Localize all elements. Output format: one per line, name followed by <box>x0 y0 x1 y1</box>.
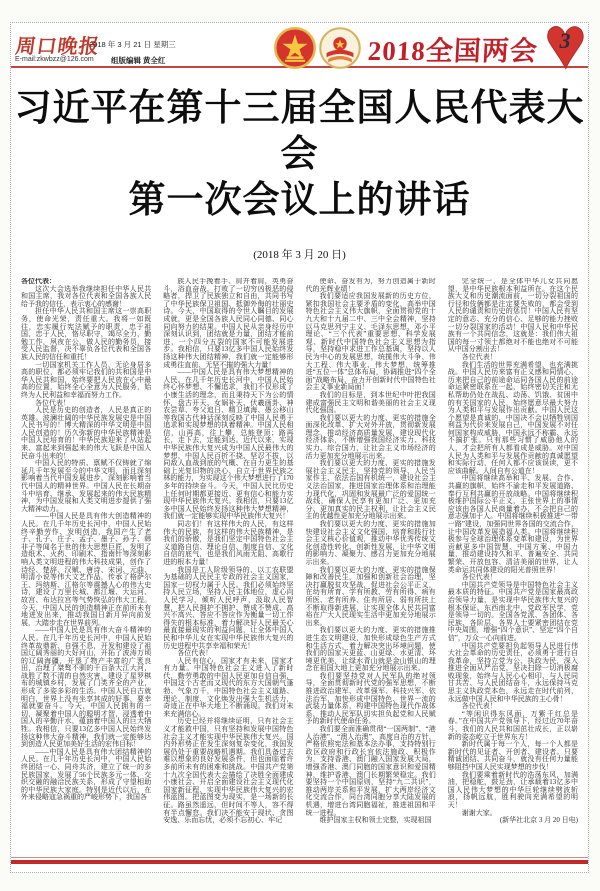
text-column-3 <box>306 278 436 884</box>
paragraph: 这次大会选举我继续担任中华人民共和国主席，我对各位代表和全国各族人民给予我的信任，表示衷心的感谢！ <box>21 284 152 308</box>
paragraph: 我们要适应我国发展新的历史方位，紧扣我国社会主要矛盾的变化，高举中国特色社会主义伟大旗帜，全面贯彻党的十九大和十九届二中、三中全会精神，坚持以马克思列宁主义、毛泽东思想、邓小平理论、“三个代表”重要思想、科学发展观、新时代中国特色社会主义思想为指导，坚持稳中求进工作总基调，坚持以人民为中心的发展思想，统揽伟大斗争、伟大工程、伟大事业、伟大梦想，统筹推进“五位一体”总体布局，协调推进“四个全面”战略布局，奋力开创新时代中国特色社会主义事业新局面！ <box>305 292 436 392</box>
text-column-2 <box>163 278 293 884</box>
paragraph: 历史已经并将继续证明，只有社会主义才能救中国，只有坚持和发展中国特色社会主义才能实现中华民族伟大复兴。国内外形势正在发生深刻复杂变化，我国发展仍处于重要战略机遇期。我们具备过去难以想象的良好发展条件，但也面临着许多前所未有的困难和挑战。中国共产党第十九次全国代表大会描绘了决胜全面建成小康社会、开启全面建设社会主义现代化国家新征程、实现中华民族伟大复兴的宏伟蓝图。把蓝图变为现实，是一场新的长征。路虽然遥远，但时间不等人，容不得有半点懈怠。我们决不能安于现状、贪图安逸、乐而忘忧，必须不忘初心、牢记 <box>163 717 294 825</box>
paragraph: 各位代表！ <box>35 398 70 407</box>
paragraph: 我们要以更大的力度、更实的措施推进生态文明建设，加快形成绿色生产方式和生活方式，着力解决突出环境问题，使我们的国家天更蓝、山更绿、水更清、环境更优美，让绿水青山就是金山银山的理念在祖国大地上更加充分地展示出来。 <box>305 626 436 673</box>
paragraph: 我国是工人阶级领导的、以工农联盟为基础的人民民主专政的社会主义国家，国家一切权力属于人民。我们必须始终坚持人民立场，坚持人民主体地位，虚心向人民学习，倾听人民呼声，汲取人民智慧，把人民拥护不拥护、赞成不赞成、高兴不高兴、答应不答应作为衡量一切工作得失的根本标准，着力解决好人民最关心最直接最现实的利益问题，让全体中国人民和中华儿女在实现中华民族伟大复兴的历史进程中共享幸福和荣光！ <box>163 565 294 650</box>
paragraph: 我们生活的世界充满希望，也充满挑战。中国人民历来富有正义感和同情心，历来把自己的前途命运同各国人民的前途命运紧密联系在一起，始终密切关注和无私帮助仍处在战乱、动荡、饥饿、贫困中的有关国家的人民，始终愿意尽最大努力为人类和平与发展作出贡献。中国人民这个愿望是真诚的，中国决不会以牺牲别国利益为代价来发展自己，中国发展不对任何国家构成威胁，中国永远不称霸、永远不搞扩张。只有那些习惯了威胁他人的人，才会把所有人都看成是威胁。对中国人民为人类和平与发展作贡献的真诚愿望和实际行动，任何人都不应该误读，更不应该曲解。人间自有公道在！ <box>447 360 578 475</box>
text-column-1 <box>21 278 151 884</box>
text-column-4 <box>448 278 578 884</box>
headline-block <box>11 86 588 224</box>
paragraph: 同志们！有这样伟大的人民，有这样伟大的民族，有这样的伟大民族精神，是我们的骄傲，是我们坚定中国特色社会主义道路自信、理论自信、制度自信、文化自信的底气，也是我们风雨无阻、高歌行进的根本力量！ <box>163 520 294 566</box>
paragraph: 人民是历史的创造者，人民是真正的英雄。波澜壮阔的中华民族发展史是中国人民书写的！博大精深的中华文明是中国人民创造的！历久弥新的中华民族精神是中国人民培育的！中华民族迎来了从站起来、富起来到强起来的伟大飞跃是中国人民奋斗出来的！ <box>21 406 152 460</box>
paragraph: “等闲识得东风面，万紫千红总是春。”在中国共产党领导下，经过近70年奋斗，我们的人民共和国茁壮成长，正以崭新的姿态屹立于世界东方！ <box>447 709 578 741</box>
two-sessions-banner: 2018全国两会 <box>367 35 539 66</box>
paragraph: 中国共产党领导是中国特色社会主义最本质的特征。中国共产党是国家最高政治领导力量，是实现中华民族伟大复兴的根本保证。东西南北中，党政军民学，党是领导一切的。全国各党派、各团体、各民族、各阶层、各界人士要紧密团结在党中央周围，增强“四个意识”、坚定“四个自信”，万众一心向前进。 <box>447 580 578 642</box>
paragraph: 我们要全面准确贯彻“一国两制”、“港人治港”、“澳人治澳”、高度自治的方针，严格依照宪法和基本法办事，支持特别行政区政府和行政长官依法施政、积极作为，支持香港、澳门融入国家发展大局，增强香港、澳门同胞的国家意识和爱国精神，维护香港、澳门长期繁荣稳定。我们要坚持一个中国原则，坚持“九二共识”，推动两岸关系和平发展，扩大两岸经济文化交流合作，同台湾同胞分享大陆发展的机遇，增进台湾同胞福祉，推进祖国和平统一进程。 <box>305 725 436 817</box>
paragraph: ——中国人民是具有伟大梦想精神的人民。在几千年历史长河中，中国人民始终心怀梦想、不懈追求，我们不仅形成了小康生活的理念，而且秉持天下为公的情怀，盘古开天、女娲补天、伏羲画卦、神农尝草、夸父追日、精卫填海、愚公移山等我国古代神话深刻反映了中国人民勇于追求和实现梦想的执着精神。中国人民相信，山再高，往上攀，总能登顶；路再长，走下去，定能到达。近代以来，实现中华民族伟大复兴成为中国人民最伟大的梦想，中国人民百折不挠、坚忍不拔，以同敌人血战到底的气概、在自力更生的基础上光复旧物的决心、自立于世界民族之林的能力，为实现这个伟大梦想进行了170多年的持续奋斗。今天，中国人民比历史上任何时期都更接近、更有信心和能力实现中华民族伟大复兴。我相信，只要13亿多中国人民始终发扬这种伟大梦想精神，我们就一定能够实现中华民族伟大复兴！ <box>163 368 294 521</box>
npc-emblem-icon <box>274 27 316 69</box>
speech-dateline: (2018 年 3 月 20 日) <box>253 249 346 261</box>
paragraph: 谢谢大家。 <box>461 808 497 817</box>
paragraph: 中国人民的特质、禀赋不仅铸就了绵延几千年发展至今的中华文明，而且深刻影响着当代中国发展进步，深刻影响着当代中国人的精神世界。中国人民在长期奋斗中培育、继承、发展起来的伟大民族精神，为中国发展和人类文明进步提供了强大精神动力。 <box>21 459 152 513</box>
paragraph: 使命、奋发有为，努力创造属于新时代的光辉业绩！ <box>305 278 436 293</box>
paragraph: ——中国人民是具有伟大团结精神的人民。在几千年历史长河中，中国人民始终团结一心、同舟共济，建立了统一的多民族国家，发展了56个民族多元一体、交织交融的融洽民族关系，形成了守望相助的中华民族大家庭。特别是近代以后，在外来侵略寇急祸重的严峻形势下，我国各 <box>21 747 152 802</box>
paragraph: 各位代表！ <box>461 573 497 582</box>
paragraph: 我们要坚持党对人民军队的绝对领导，全面贯彻新时代党的强军思想，不断推进政治建军、改革强军、科技兴军、依法治军，加快形成中国特色、世界一流的武装力量体系，构建中国特色现代作战体系，推动人民军队切实担负起党和人民赋予的新时代使命任务。 <box>305 671 436 726</box>
paper-logo: 周口晚报 <box>14 36 102 58</box>
paragraph: 我们要以更大的力度、更实的措施全面深化改革、扩大对外开放，贯彻新发展理念，推动经济高质量发展，建设现代化经济体系，不断增强我国经济实力、科技实力、综合国力，让社会主义市场经济的活力更加充分地展示出来。 <box>305 413 436 460</box>
paragraph: 一切国家机关工作人员，无论身居多高的职位，都必须牢记我们的共和国是中华人民共和国，始终要把人民放在心中最高的位置，始终全心全意为人民服务，始终为人民利益和幸福而努力工作。 <box>21 360 152 399</box>
page-frame <box>10 22 589 873</box>
paragraph: 完全统一，是全体中华儿女共同愿望，是中华民族根本利益所在。在这个民族大义和历史潮流面前，一切分裂祖国的行径和伎俩都是注定要失败的，都会受到人民的谴责和历史的惩罚！中国人民有坚定的意志、充分的信心、足够的能力挫败一切分裂国家的活动！中国人民和中华民族有一个共同信念，这就是：我们伟大祖国的每一寸领土都绝对不能也绝对不可能从中国分割出去！ <box>447 278 578 354</box>
paragraph: (新华社北京 3 月 20 日电) <box>499 816 578 825</box>
headline-line-2: 第一次会议上的讲话 <box>128 180 471 221</box>
paragraph: 人民有信心，国家才有未来，国家才有力量。中国特色社会主义进入了新时代，勤劳勇敢的中国人民更加自信自强，中国这个古老而又现代的东方大国朝气蓬勃、气象万千，中国特色社会主义道路、理论、制度、文化焕发出强大生机活力，奇迹正在中华大地上不断涌现。我们对未来充满信心。 <box>163 656 294 718</box>
masthead-right <box>274 24 586 72</box>
contact-email: E-mail:zkwbzz@126.com <box>15 56 94 63</box>
paragraph: 中国将继续高举和平、发展、合作、共赢的旗帜，始终不渝走和平发展道路、奉行互利共赢的开放战略。中国将继续积极维护国际公平正义，主张世界上的事情应该由各国人民商量着办，不会把自己的意志强加于人。中国将继续积极推进“一带一路”建设，加强同世界各国的交流合作，让中国改革发展造福人类。中国将继续积极参与全球治理体系变革和建设，为世界贡献更多中国智慧、中国方案、中国力量，推动建设持久和平、普遍安全、共同繁荣、开放包容、清洁美丽的世界，让人类命运共同体建设的阳光普照世界！ <box>447 474 578 574</box>
paragraph: ——中国人民是具有伟大创造精神的人民。在几千年历史长河中，中国人民始终辛勤劳作、发明创造，我国产生了老子、孔子、庄子、孟子、墨子、孙子、韩非子等闻名于世的伟大思想巨匠，发明了造纸术、火药、印刷术、指南针等深刻影响人类文明进程的伟大科技成果，创作了诗经、楚辞、汉赋、唐诗、宋词、元曲、明清小说等伟大文艺作品，传承了格萨尔王、玛纳斯、江格尔等震撼人心的伟大史诗，建设了万里长城、都江堰、大运河、故宫、布达拉宫等气势恢弘的伟大工程。今天，中国人民的创造精神正在前所未有地迸发出来，推动我国日新月异向前发展，大踏步走在世界前列。 <box>21 512 152 627</box>
paragraph: 各位代表！ <box>461 352 497 361</box>
bottom-rule-thick <box>11 860 588 864</box>
paragraph: 我们的目标是，到本世纪中叶把我国建成富强民主文明和谐美丽的社会主义现代化强国。 <box>305 390 436 415</box>
paragraph: 新时代属于每一个人，每一个人都是新时代的见证者、开创者、建设者。只要精诚团结、共同奋斗，就没有任何力量能够阻挡中国人民实现梦想的步伐！ <box>447 740 578 771</box>
masthead <box>11 23 588 68</box>
bottom-rule <box>11 857 588 864</box>
article-body <box>11 272 588 884</box>
paragraph: 我们要乘着新时代的浩荡东风，加满油，把稳舵，鼓足劲，让承载着13亿多中国人民伟大梦想的中华巨轮继续劈波斩浪，扬帆远航，胜利驶向充满希望的明天！ <box>447 770 578 809</box>
paragraph: 我们要以更大的力度、更实的措施发展社会主义民主，坚持党的领导、人民当家作主、依法治国有机统一，建设社会主义法治国家，推进国家治理体系和治理能力现代化，巩固和发展最广泛的爱国统一战线，确保人民享有更加广泛、更加充分、更加真实的民主权利，让社会主义民主的优越性更加充分地展示出来。 <box>305 459 436 521</box>
paragraph: 中国共产党要担负起领导人民进行伟大社会革命的历史责任，必须勇于进行自我革命，坚持立党为公、执政为民，深入推进全面从严治党，坚决扫除一切消极腐败现象，始终与人民心心相印、与人民同甘共苦、与人民团结奋斗，永远保持马克思主义执政党本色，永远走在时代前列，永远做中国人民和中华民族的主心骨！ <box>447 641 578 703</box>
paragraph: 各位代表！ <box>461 702 497 711</box>
paragraph: 我们要以更大的力度、更实的措施保障和改善民生，加强和创新社会治理，坚决打赢脱贫攻坚战，促进社会公平正义，在幼有所育、学有所教、劳有所得、病有所医、老有所养、住有所居、弱有所扶上不断取得新进展，让实现全体人民共同富裕在广大人民现实生活中更加充分地展示出来。 <box>305 565 436 627</box>
paragraph: 维护国家主权和领土完整，实现祖国 <box>319 816 432 825</box>
headline-line-1: 习近平在第十三届全国人民代表大会 <box>14 88 585 175</box>
bottom-rule-thin <box>11 857 588 858</box>
page-number-badge <box>544 22 586 72</box>
paragraph: 各位代表！ <box>177 649 213 658</box>
paragraph: 各位代表： <box>21 278 56 285</box>
issue-date: 2018 年 3 月 21 日 星期三 <box>89 40 176 49</box>
paragraph: 担任中华人民共和国主席这一崇高职务，使命光荣，责任重大。我将一如既往，忠实履行宪法赋予的职责，忠于祖国，忠于人民，恪尽职守，竭尽全力，勤勉工作，夙夜在公，做人民的勤务员，接受人民监督，决不辜负各位代表和全国各族人民的信任和重托！ <box>21 307 152 361</box>
layout-editor: 组版编辑 黄全红 <box>111 56 166 65</box>
cppcc-emblem-icon <box>319 27 361 69</box>
paragraph: 族人民手挽着手、肩并着肩，英勇奋斗，浴血奋战，打败了一切穷凶极恶的侵略者，捍卫了民族独立和自由，共同书写了中华民族保卫祖国、抵御外侮的壮丽史诗。今天，中国取得的令世人瞩目的发展成就，更是全国各族人民同心同德、同心同向努力的结果。中国人民从亲身经历中深刻认识到，团结就是力量，团结才能前进，一个四分五裂的国家不可能发展进步。我相信，只要13亿多中国人民始终发扬这种伟大团结精神，我们就一定能够形成勇往直前、无坚不摧的强大力量！ <box>163 278 294 369</box>
paragraph: ——中国人民是具有伟大奋斗精神的人民。在几千年历史长河中，中国人民始终革故鼎新、自强不息，开发和建设了祖国辽阔秀丽的大好河山，开拓了波涛万顷的辽阔海疆，开垦了物产丰富的广袤良田，治理了桀骜不驯的千百条大江大河，战胜了数不清的自然灾害，建设了星罗棋布的城镇乡村，发展了门类齐全的产业，形成了多姿多彩的生活。中国人民自古就明白，世界上没有坐享其成的好事，要幸福就要奋斗。今天，中国人民拥有的一切，凝聚着中国人的聪明才智，浸透着中国人的辛勤汗水，蕴涵着中国人的巨大牺牲。我相信，只要13亿多中国人民始终发扬这种伟大奋斗精神，我们就一定能够达到创造人民更加美好生活的宏伟目标！ <box>21 626 152 749</box>
page-number: 3 <box>559 28 571 53</box>
paragraph: 我们要以更大的力度、更实的措施加快建设社会主义文化强国，培育和践行社会主义核心价值观，推动中华优秀传统文化创造性转化、创新性发展，让中华文明的影响力、凝聚力、感召力更加充分地展示出来。 <box>305 520 436 566</box>
